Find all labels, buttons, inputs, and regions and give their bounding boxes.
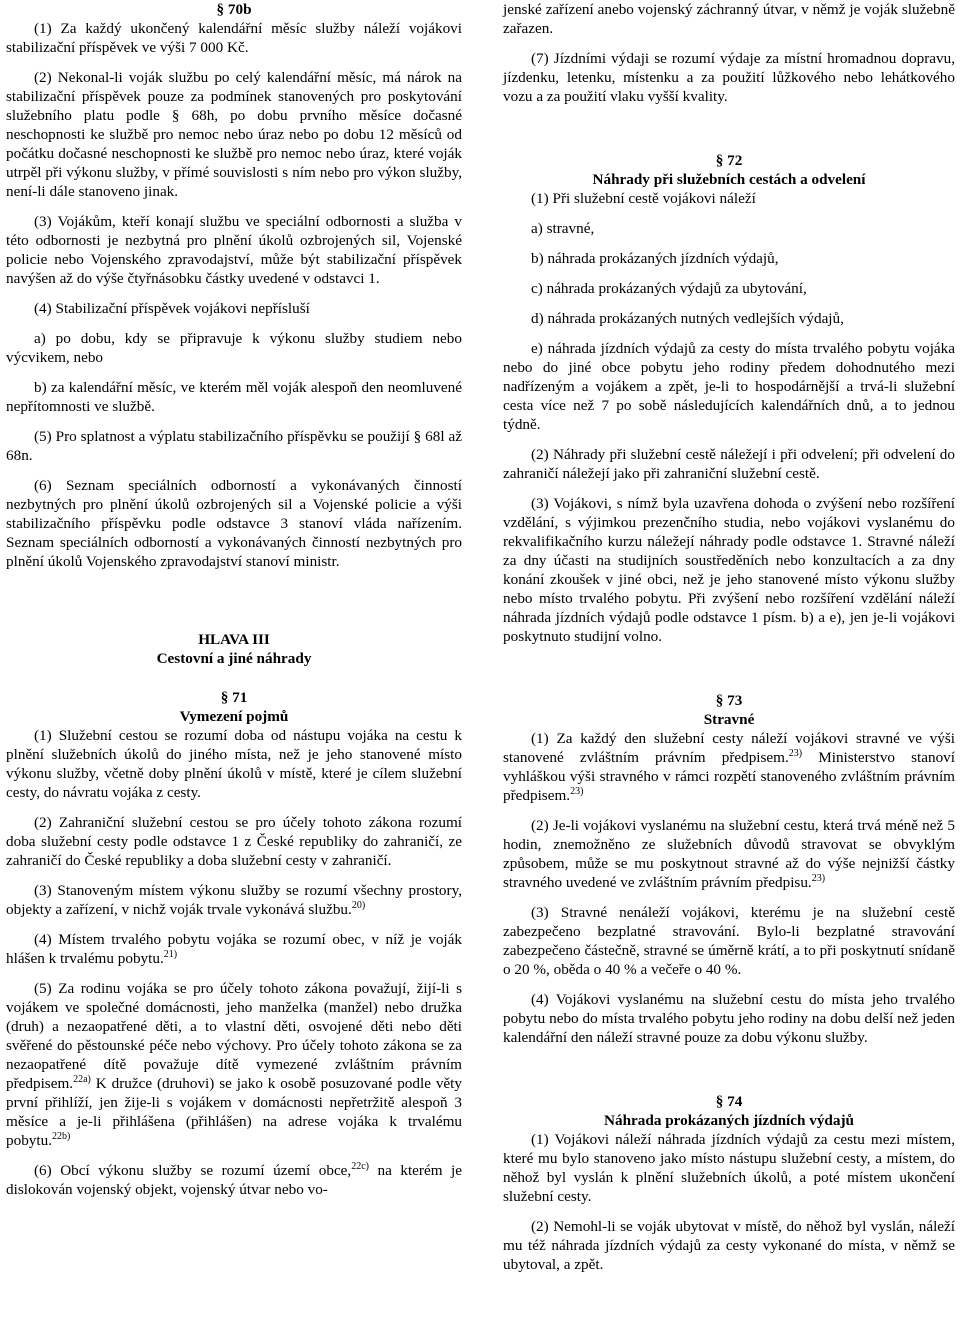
chapter-title: Cestovní a jiné náhrady <box>156 650 312 667</box>
footnote-ref: 20) <box>351 899 366 911</box>
paragraph-text: K družce (druhovi) se jako k osobě posuzované podle věty první přihlíží, jen žije-li s vojákem v domácnosti nepřetržitě alespoň 3 měsíce a je-li přihlášena (přihlášen) na adrese vojáka k trvalému pobytu. <box>6 1075 462 1149</box>
section-heading: § 72 <box>715 152 743 169</box>
paragraph: a) po dobu, kdy se připravuje k výkonu služby studiem nebo výcvikem, nebo <box>6 330 462 366</box>
list-item: b) náhrada prokázaných jízdních výdajů, <box>531 250 779 267</box>
section-heading: § 74 <box>715 1093 743 1110</box>
paragraph: (4) Vojákovi vyslanému na služební cestu do místa jeho trvalého pobytu nebo do místa trvalého pobytu jeho rodiny na dobu delší než jeden kalendářní den náleží stravné pouze za dobu výkonu služby. <box>503 991 955 1046</box>
left-column <box>6 0 462 1199</box>
paragraph: (2) Nemohl-li se voják ubytovat v místě, do něhož byl vyslán, náleží mu též náhrada jízdních výdajů za cesty vykonané do místa, v němž se ubytoval, a zpět. <box>503 1218 955 1273</box>
paragraph: (3) Vojákovi, s nímž byla uzavřena dohoda o zvýšení nebo rozšíření vzdělání, s výjimkou prezenčního studia, nebo vojákovi vyslanému do rekvalifikačního kurzu náležejí náhrady podle odstavce 1. Stravné náleží za dny účasti na studijních soustředěních nebo konzultacích a za dny konání zkoušek v jiné obci, než je jeho stanovené místo výkonu služby nebo místo trvalého pobytu. Při zvýšení nebo rozšíření vzdělání náleží náhrada jízdních výdajů podle odstavce 1 písm. b) a e), jen je-li vojákovi poskytnuto studijní volno. <box>503 495 955 645</box>
paragraph: (1) Služební cestou se rozumí doba od nástupu vojáka na cestu k plnění služebních úkolů do jiného místa, než je jeho stanovené místo výkonu služby, včetně doby plnění úkolů v místě, které je cílem služební cesty, do návratu vojáka z cesty. <box>6 727 462 801</box>
paragraph: (6) Seznam speciálních odborností a vykonávaných činností nezbytných pro plnění úkolů ozbrojených sil a Vojenské policie a výši stabilizačního příspěvku podle odstavce 3 stanoví vláda nařízením. Seznam speciálních odborností a vykonávaných činností nezbytných pro plnění úkolů Vojenského zpravodajství stanoví ministr. <box>6 477 462 570</box>
paragraph <box>6 979 462 1150</box>
paragraph: (2) Zahraniční služební cestou se pro účely tohoto zákona rozumí doba služební cesty podle odstavce 1 z České republiky do zahraničí, ze zahraničí do České republiky a doba služební cesty v zahraničí. <box>6 814 462 869</box>
paragraph <box>503 729 955 805</box>
footnote-ref: 22a) <box>73 1073 91 1085</box>
paragraph-text: (4) Místem trvalého pobytu vojáka se rozumí obec, v níž je voják hlášen k trvalému pobytu. <box>6 931 462 967</box>
list-item: c) náhrada prokázaných výdajů za ubytování, <box>531 280 807 297</box>
paragraph: (3) Vojákům, kteří konají službu ve speciální odbornosti a služba v této odbornosti je nezbytná pro plnění úkolů ozbrojených sil, Vojenské policie nebo Vojenského zpravodajství, může být stabilizační příspěvek navýšen až do výše čtyřnásobku částky uvedené v odstavci 1. <box>6 213 462 287</box>
list-item: a) stravné, <box>531 220 595 237</box>
section-title: Stravné <box>703 711 755 728</box>
paragraph: (5) Pro splatnost a výplatu stabilizačního příspěvku se použijí § 68l až 68n. <box>6 428 462 464</box>
paragraph-text: (3) Stanoveným místem výkonu služby se rozumí všechny prostory, objekty a zařízení, v nichž voják trvale vykonává službu. <box>6 882 462 918</box>
paragraph <box>6 1161 462 1199</box>
paragraph: (1) Při služební cestě vojákovi náleží <box>531 190 756 207</box>
list-item: e) náhrada jízdních výdajů za cesty do místa trvalého pobytu vojáka nebo do jiné obce pobytu jeho rodiny předem dohodnutého mezi nadřízeným a vojákem a zpět, je-li to hospodárnější a trvá-li služební cesta více než 7 po sobě následujících kalendářních dnů, a to jednou týdně. <box>503 340 955 433</box>
paragraph-text: (1) Za každý den služební cesty náleží vojákovi stravné ve výši stanovené zvláštním právním předpisem. <box>503 730 955 766</box>
paragraph: (2) Nekonal-li voják službu po celý kalendářní měsíc, má nárok na stabilizační příspěvek pouze za podmínek stanovených pro poskytování služebního platu podle § 68h, po dobu prvního měsíce dočasné neschopnosti ke službě pro nemoc nebo úraz nebo po dobu 12 měsíců od počátku dočasné neschopnosti ke službě pro nemoc nebo úraz, které voják utrpěl při výkonu služby, v přímé souvislosti s ním nebo pro výkon služby, není-li dále stanoveno jinak. <box>6 69 462 200</box>
footnote-ref: 22b) <box>52 1130 71 1142</box>
footnote-ref: 23) <box>788 747 803 759</box>
paragraph: b) za kalendářní měsíc, ve kterém měl voják alespoň den neomluvené nepřítomnosti ve službě. <box>6 379 462 415</box>
chapter-heading: HLAVA III <box>198 631 270 648</box>
paragraph: (2) Náhrady při služební cestě náležejí i při odvelení; při odvelení do zahraničí náležejí jako při zahraniční služební cestě. <box>503 446 955 482</box>
paragraph-text: (5) Za rodinu vojáka se pro účely tohoto zákona považují, žijí-li s vojákem ve společné domácnosti, jeho manželka (manžel) nebo družka (druh) a nezaopatřené děti, a to vlastní děti, osvojené děti nebo děti svěřené do pěstounské péče nebo výchovy. Pro účely tohoto zákona se za nezaopatřené dítě považuje dítě vymezené zvláštním právním předpisem. <box>6 980 462 1092</box>
paragraph: (7) Jízdními výdaji se rozumí výdaje za místní hromadnou dopravu, jízdenku, letenku, místenku a za použití lůžkového nebo lehátkového vozu a za použití vlaku vyšší kvality. <box>503 50 955 105</box>
paragraph <box>6 930 462 968</box>
paragraph: (1) Vojákovi náleží náhrada jízdních výdajů za cestu mezi místem, které mu bylo stanoveno jako místo nástupu služební cesty, a místem, do něhož byl vyslán k plnění služebních úkolů, a poté místem ukončení služební cesty. <box>503 1131 955 1205</box>
paragraph-text: (2) Je-li vojákovi vyslanému na služební cestu, která trvá méně než 5 hodin, znemožněno ze služebních důvodů stravovat se obvyklým způsobem, může se mu poskytnout stravné až do výše nejnižší částky stravného uvedené ve zvláštním právním předpisu. <box>503 817 955 891</box>
paragraph-continuation: jenské zařízení anebo vojenský záchranný útvar, v němž je voják služebně zařazen. <box>503 1 955 37</box>
footnote-ref: 22c) <box>351 1160 370 1172</box>
section-heading: § 71 <box>220 689 248 706</box>
paragraph-text: (6) Obcí výkonu služby se rozumí území obce, <box>34 1162 352 1179</box>
paragraph: (3) Stravné nenáleží vojákovi, kterému je na služební cestě zabezpečeno bezplatné stravování. Bylo-li bezplatné stravování zabezpečeno částečně, stravné se úměrně krátí, a to při poskytnutí snídaně o 20 %, oběda o 40 % a večeře o 40 %. <box>503 904 955 978</box>
footnote-ref: 23) <box>811 872 826 884</box>
section-title: Náhrada prokázaných jízdních výdajů <box>604 1112 854 1129</box>
section-heading: § 73 <box>715 692 743 709</box>
paragraph-text: na kterém je dislokován vojenský objekt, vojenský útvar nebo vo- <box>6 1162 462 1198</box>
right-column <box>503 0 955 1274</box>
paragraph: (1) Za každý ukončený kalendářní měsíc služby náleží vojákovi stabilizační příspěvek ve výši 7 000 Kč. <box>6 20 462 56</box>
section-title: Náhrady při služebních cestách a odvelení <box>592 171 866 188</box>
footnote-ref: 21) <box>163 948 178 960</box>
section-title: Vymezení pojmů <box>179 708 289 725</box>
paragraph: (4) Stabilizační příspěvek vojákovi nepřísluší <box>34 300 310 317</box>
paragraph-text: Ministerstvo stanoví vyhláškou výši stravného v rámci rozpětí stanoveného zvláštním právním předpisem. <box>503 749 955 804</box>
footnote-ref: 23) <box>570 785 584 797</box>
list-item: d) náhrada prokázaných nutných vedlejších výdajů, <box>531 310 844 327</box>
paragraph <box>503 816 955 892</box>
section-heading: § 70b <box>216 1 252 18</box>
paragraph <box>6 881 462 919</box>
